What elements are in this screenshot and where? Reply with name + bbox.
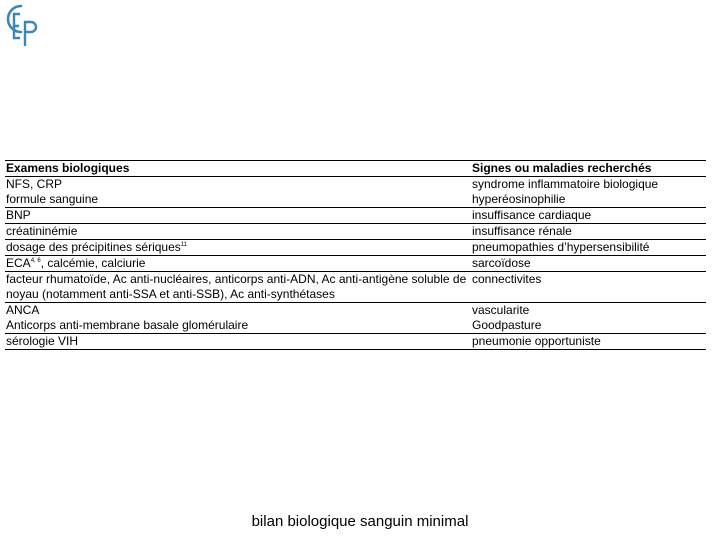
table-row: [5, 208, 706, 224]
sign-cell: insuffisance cardiaque: [471, 208, 706, 224]
table-row: [5, 240, 706, 256]
exam-cell: [5, 240, 471, 256]
exam-cell: Anticorps anti-membrane basale glomérulaire: [5, 318, 471, 334]
sign-cell: vascularite: [472, 303, 530, 317]
exam-text: dosage des précipitines sériques: [6, 240, 181, 254]
exam-cell: ANCA: [6, 303, 40, 317]
slide-caption: bilan biologique sanguin minimal: [251, 513, 469, 530]
sign-cell: connectivites: [471, 272, 706, 303]
exam-cell: formule sanguine: [5, 192, 471, 208]
table-row: [5, 256, 706, 272]
table-row: [5, 318, 706, 334]
exam-cell: créatininémie: [5, 224, 471, 240]
exam-text: ECA: [6, 256, 31, 270]
table-row: [5, 192, 706, 208]
reference-superscript: 4, 6: [30, 258, 41, 264]
reference-superscript: 11: [180, 242, 188, 248]
table-row: [5, 334, 706, 350]
biology-table: [5, 160, 706, 350]
sign-cell: syndrome inflammatoire biologique: [472, 177, 659, 191]
table-row: [5, 177, 706, 193]
table-header-row: [5, 161, 706, 177]
exam-cell: [5, 256, 471, 272]
sign-cell: Goodpasture: [471, 318, 706, 334]
cep-logo: [2, 2, 42, 50]
sign-cell: insuffisance rénale: [471, 224, 706, 240]
sign-cell: pneumopathies d’hypersensibilité: [471, 240, 706, 256]
sign-cell: hyperéosinophilie: [471, 192, 706, 208]
exam-cell: BNP: [5, 208, 471, 224]
sign-cell: pneumonie opportuniste: [471, 334, 706, 350]
exam-text-rest: , calcémie, calciurie: [40, 256, 146, 270]
exam-cell: facteur rhumatoïde, Ac anti-nucléaires, anticorps anti-ADN, Ac anti-antigène soluble de noyau (notamment anti-SSA et anti-SSB), Ac anti-synthétases: [5, 272, 471, 303]
table-row: [5, 224, 706, 240]
table-row: [5, 272, 706, 303]
header-signs: Signes ou maladies recherchés: [471, 161, 706, 177]
sign-cell: sarcoïdose: [471, 256, 706, 272]
exam-cell: sérologie VIH: [5, 334, 471, 350]
header-exams: Examens biologiques: [5, 161, 471, 177]
table-row: [5, 303, 706, 319]
exam-cell: NFS, CRP: [6, 177, 63, 191]
